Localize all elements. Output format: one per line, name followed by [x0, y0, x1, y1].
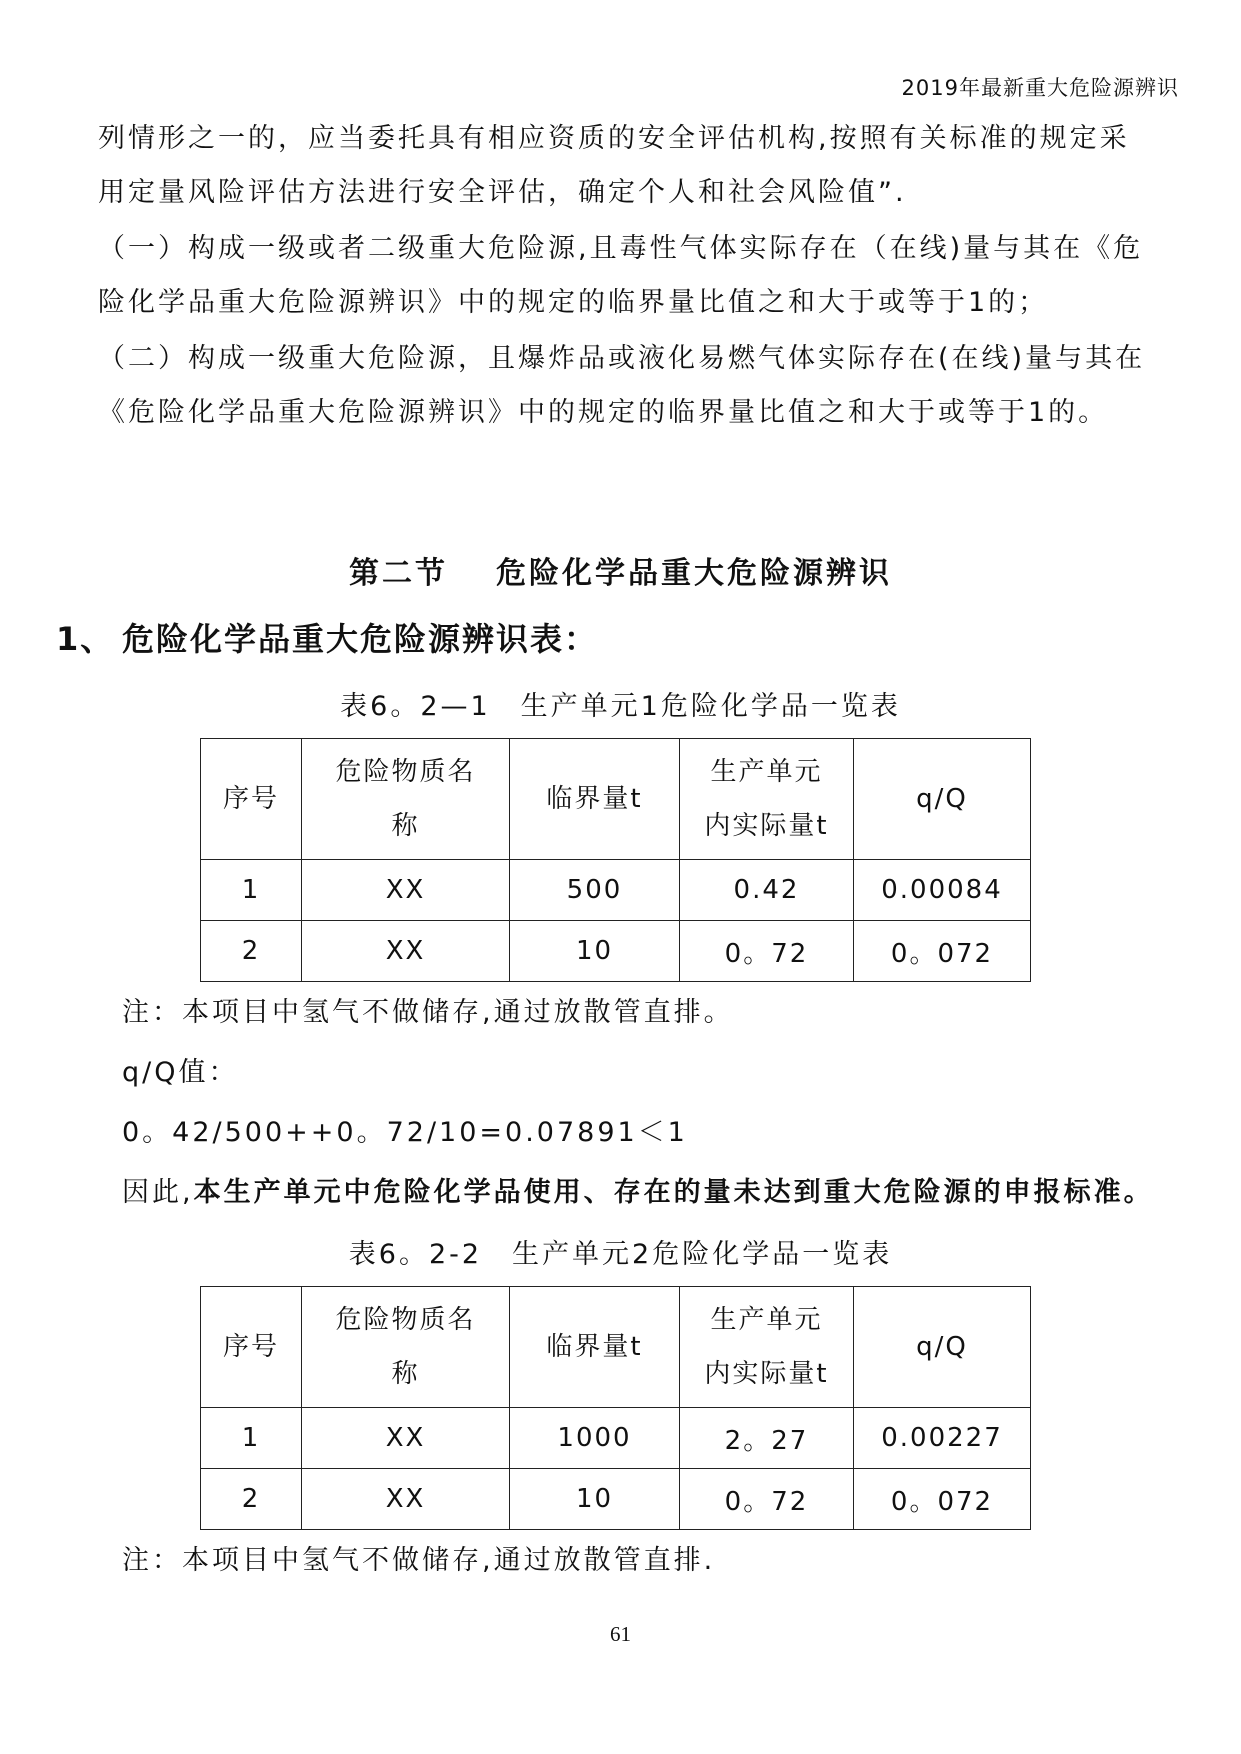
table-cell: 0。72: [680, 1469, 854, 1530]
table-cell: XX: [302, 860, 510, 921]
table-cell: 2: [201, 1469, 302, 1530]
table-cell: XX: [302, 1408, 510, 1469]
table2-header-row: [201, 1287, 1031, 1408]
table2-header-cell: 序号: [201, 1287, 302, 1408]
table-cell: 0。072: [854, 921, 1031, 982]
subheading-number: 1、: [56, 620, 115, 658]
table1-note: 注：本项目中氢气不做储存,通过放散管直排。: [122, 997, 734, 1028]
intro-line-4: 险化学品重大危险源辨识》中的规定的临界量比值之和大于或等于1的；: [98, 287, 1049, 318]
table1-header-row: [201, 739, 1031, 860]
table2-header-cell: 生产单元内实际量t: [680, 1287, 854, 1408]
table2: [200, 1286, 1031, 1530]
table-row: [201, 1408, 1031, 1469]
table-cell: 0。72: [680, 921, 854, 982]
subheading: [56, 614, 598, 660]
table-cell: 0.00084: [854, 860, 1031, 921]
calc-formula: 0。42/500++0。72/10=0.07891＜1: [122, 1117, 688, 1148]
page-number: 61: [610, 1622, 631, 1646]
table-cell: 1000: [510, 1408, 680, 1469]
table2-note: 注：本项目中氢气不做储存,通过放散管直排.: [122, 1545, 716, 1576]
intro-line-5: （二）构成一级重大危险源，且爆炸品或液化易燃气体实际存在(在线)量与其在: [98, 343, 1146, 374]
table2-header-cell: q/Q: [854, 1287, 1031, 1408]
intro-line-2: 用定量风险评估方法进行安全评估，确定个人和社会风险值”.: [98, 177, 907, 208]
conclusion: [122, 1170, 1154, 1209]
table2-header-cell: 危险物质名称: [302, 1287, 510, 1408]
table1-header-cell: q/Q: [854, 739, 1031, 860]
running-header: 2019年最新重大危险源辨识: [901, 76, 1179, 100]
table-cell: 2。27: [680, 1408, 854, 1469]
table-cell: 500: [510, 860, 680, 921]
table2-caption: 表6。2-2 生产单元2危险化学品一览表: [348, 1239, 893, 1270]
table-cell: 1: [201, 1408, 302, 1469]
table1-header-cell: 序号: [201, 739, 302, 860]
subheading-text: 危险化学品重大危险源辨识表：: [122, 620, 599, 658]
table1-caption: 表6。2—1 生产单元1危险化学品一览表: [340, 691, 901, 722]
table-cell: XX: [302, 921, 510, 982]
table-row: [201, 1469, 1031, 1530]
table-cell: 1: [201, 860, 302, 921]
section-name: 危险化学品重大危险源辨识: [496, 556, 892, 591]
conclusion-text: 本生产单元中危险化学品使用、存在的量未达到重大危险源的申报标准。: [193, 1177, 1154, 1208]
table-cell: 2: [201, 921, 302, 982]
table-cell: XX: [302, 1469, 510, 1530]
intro-line-6: 《危险化学品重大危险源辨识》中的规定的临界量比值之和大于或等于1的。: [98, 397, 1109, 428]
table-row: [201, 921, 1031, 982]
section-number: 第二节: [349, 556, 448, 591]
calc-label: q/Q值：: [122, 1057, 239, 1088]
table-cell: 0.00227: [854, 1408, 1031, 1469]
section-title: [0, 548, 1241, 592]
intro-line-1: 列情形之一的，应当委托具有相应资质的安全评估机构,按照有关标准的规定采: [98, 123, 1130, 154]
table1-header-cell: 危险物质名称: [302, 739, 510, 860]
table-row: [201, 860, 1031, 921]
table-cell: 0.42: [680, 860, 854, 921]
table1: [200, 738, 1031, 982]
table1-header-cell: 生产单元内实际量t: [680, 739, 854, 860]
table2-header-cell: 临界量t: [510, 1287, 680, 1408]
table-cell: 10: [510, 921, 680, 982]
conclusion-prefix: 因此,: [122, 1177, 194, 1208]
intro-line-3: （一）构成一级或者二级重大危险源,且毒性气体实际存在（在线)量与其在《危: [98, 233, 1144, 264]
table-cell: 0。072: [854, 1469, 1031, 1530]
table1-header-cell: 临界量t: [510, 739, 680, 860]
table-cell: 10: [510, 1469, 680, 1530]
